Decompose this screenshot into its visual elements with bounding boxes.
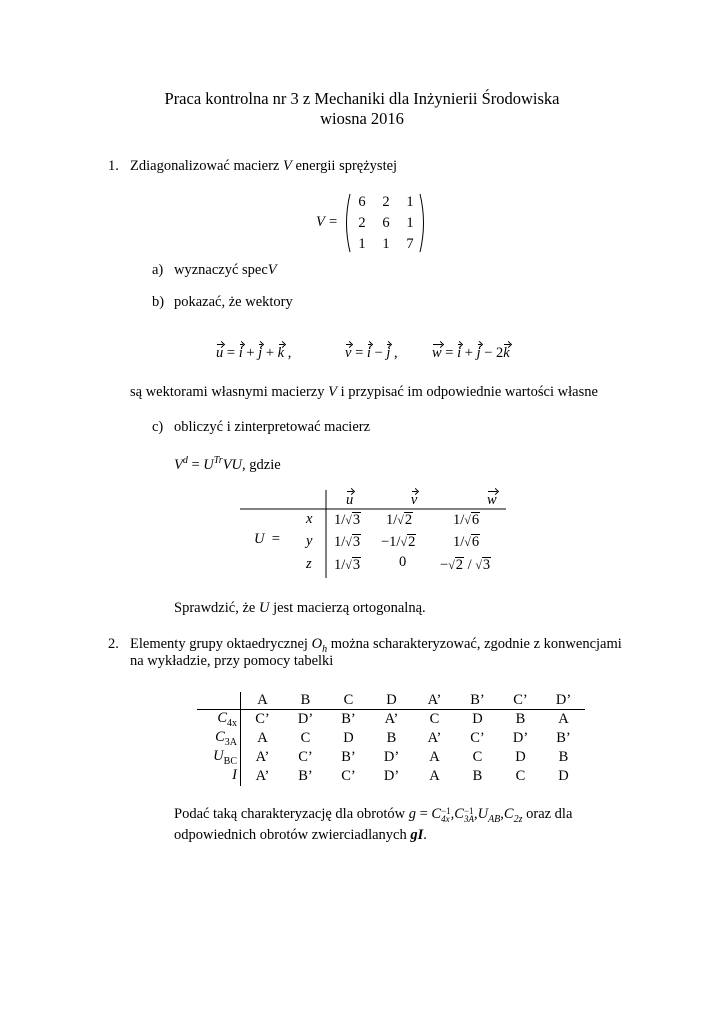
u-cell: 1/√3 [334,557,361,573]
u-cell: 0 [399,554,407,570]
row-label: $C_{4x}$ [197,710,241,729]
col-header: B’ [456,692,499,710]
u-col-header-v: v [410,492,418,508]
u-table-label: U = [254,531,280,547]
problem-2-number: 2. [108,636,119,652]
table-row: $C_{3A}$ A C D B A’ C’ D’ B’ [197,729,585,748]
eigen-statement: są wektorami własnymi macierzy V i przypisać im odpowiednie wartości własne [130,384,598,400]
operations-table-header [197,692,585,710]
vector-u-formula: u = i + j + k , [216,345,292,361]
final-line-1: Podać taką charakteryzację dla obrotów g = C−1 4x,C−1 $3A,U_{AB},C_{2z}$ oraz dla [174,806,573,825]
table-row: $C_{4x}$ C’ D’ B’ A’ C D B A [197,710,585,729]
vector-w-formula: w = i + j − 2k [432,345,510,361]
item-c-label: c) [152,419,164,435]
item-a-label: a) [152,262,164,278]
col-header: A [241,692,285,710]
u-cell: −√2 / √3 [440,557,491,573]
orthogonality-check: Sprawdzić, że U jest macierzą ortogonalną. [174,600,426,616]
problem-2-line1: Elementy grupy oktaedrycznej $O_h$ można scharakteryzować, zgodnie z konwencjami [130,636,622,655]
item-b-label: b) [152,294,165,310]
operations-table [197,692,585,786]
table-row: $U_{BC}$ A’ C’ B’ D’ A C D B [197,748,585,767]
vd-formula: $V^d = U^{Tr}VU$, gdzie [174,455,281,473]
item-a-text: wyznaczyć specV [174,262,277,278]
u-col-header-w: w [486,492,497,508]
page-title: Praca kontrolna nr 3 z Mechaniki dla Inżynierii Środowiska [164,89,560,108]
u-cell: −1/√2 [381,534,416,550]
u-cell: 1/√2 [386,512,413,528]
final-line-2: odpowiednich obrotów zwierciadlanych gI. [174,827,427,843]
col-header: C’ [499,692,542,710]
table-row: I A’ B’ C’ D’ A B C D [197,767,585,786]
page-subtitle: wiosna 2016 [320,109,404,128]
u-row-header-z: z [306,556,312,572]
u-table [240,490,510,580]
row-label: $C_{3A}$ [197,729,241,748]
problem-1-intro: Zdiagonalizować macierz V energii sprężystej [130,158,398,174]
item-b-text: pokazać, że wektory [174,294,293,310]
problem-1-number: 1. [108,158,119,174]
row-label: $U_{BC}$ [197,748,241,767]
u-cell: 1/√3 [334,512,361,528]
u-cell: 1/√6 [453,512,480,528]
u-col-header-u: u [346,492,354,508]
u-row-header-y: y [306,533,313,549]
problem-2-line2: na wykładzie, przy pomocy tabelki [130,653,334,669]
col-header: D [370,692,413,710]
row-label: I [197,767,241,786]
col-header: A’ [413,692,456,710]
matrix-v: V = 6 2 1 2 6 1 1 1 7 [316,192,426,254]
u-row-header-x: x [306,511,313,527]
u-cell: 1/√6 [453,534,480,550]
col-header: C [327,692,370,710]
item-c-text: obliczyć i zinterpretować macierz [174,419,371,435]
vector-v-formula: v = i − j , [345,345,398,361]
col-header: B [284,692,327,710]
u-cell: 1/√3 [334,534,361,550]
col-header: D’ [542,692,585,710]
